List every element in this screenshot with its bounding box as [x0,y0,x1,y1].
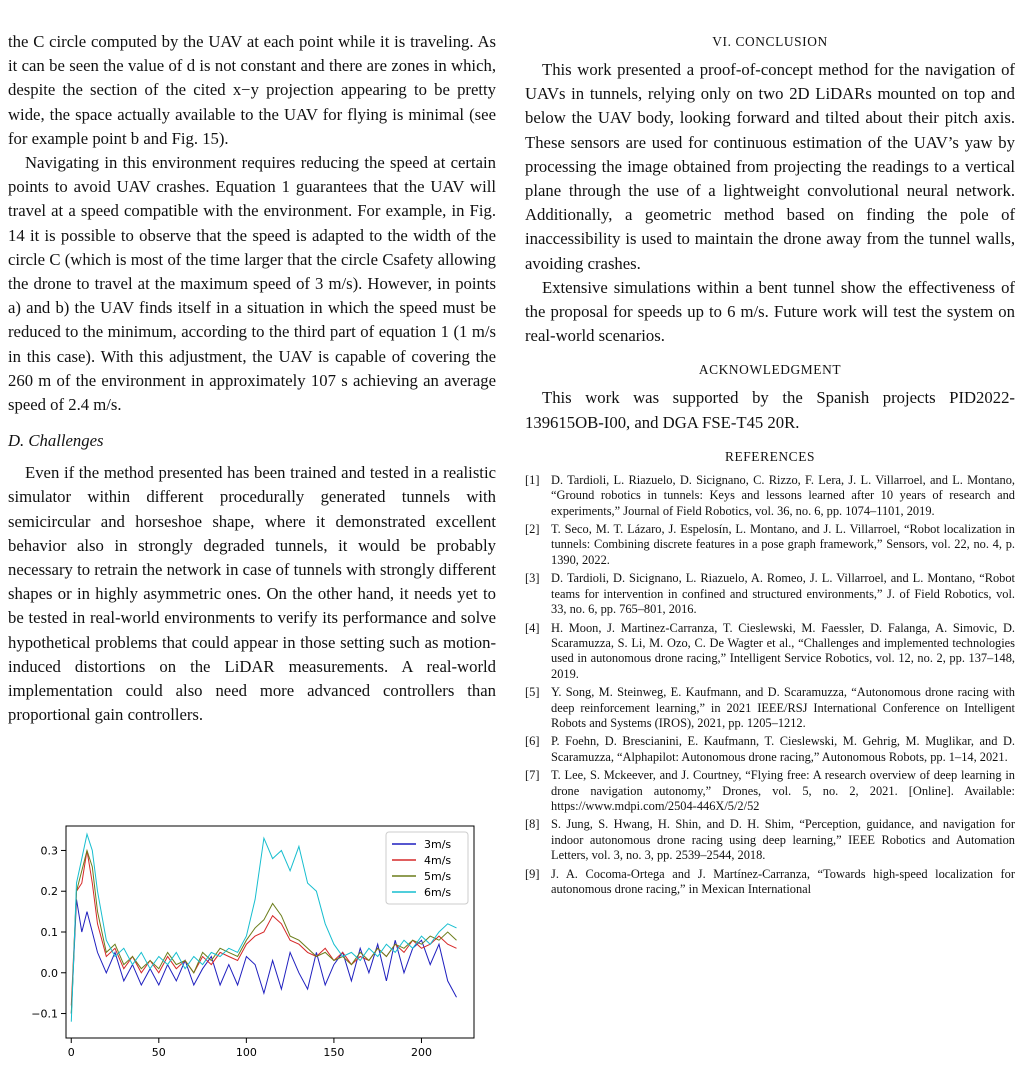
left-column [8,30,496,727]
legend-label: 3m/s [424,838,452,851]
legend-label: 5m/s [424,870,452,883]
reference-number: [4] [525,620,540,635]
reference-number: [2] [525,522,540,537]
y-tick-label: 0.2 [40,885,58,899]
x-tick-label: 150 [323,1046,345,1059]
reference-number: [5] [525,685,540,700]
references-list [525,473,1015,898]
reference-text: T. Seco, M. T. Lázaro, J. Espelosín, L. Montano, and J. L. Villarroel, “Robot localization in tunnels: Combining discrete features in a pose graph framework,” Sensors, vol. 22, no. 4, p. 1390, 2022. [551,522,1015,567]
reference-item [525,734,1015,765]
reference-text: P. Foehn, D. Brescianini, E. Kaufmann, T. Cieslewski, M. Gehrig, M. Muglikar, and D. Scaramuzza, “Alphapilot: Autonomous drone racing,” Autonomous Robots, pp. 1–14, 2021. [551,734,1015,764]
conclusion-paragraph-2: Extensive simulations within a bent tunnel show the effectiveness of the proposal for speeds up to 6 m/s. Future work will test the system on real-world scenarios. [525,277,1015,346]
x-tick-label: 200 [410,1046,432,1059]
reference-text: J. A. Cocoma-Ortega and J. Martínez-Carranza, “Towards high-speed localization for autonomous drone racing,” in Mexican International [551,866,1015,896]
subsection-heading: D. Challenges [8,431,104,451]
reference-item [525,571,1015,617]
reference-number: [9] [525,866,540,881]
legend-label: 6m/s [424,886,452,899]
reference-number: [7] [525,768,540,783]
acknowledgment-paragraph: This work was supported by the Spanish projects PID2022-139615OB-I00, and DGA FSE-T45 20R. [525,388,1015,432]
reference-item [525,685,1015,731]
reference-number: [1] [525,472,540,487]
reference-item [525,473,1015,519]
conclusion-heading: VI. CONCLUSION [712,34,828,49]
references-heading: REFERENCES [724,448,816,464]
reference-item [525,867,1015,898]
y-tick-label: −0.1 [31,1007,58,1021]
reference-text: S. Jung, S. Hwang, H. Shin, and D. H. Shim, “Perception, guidance, and navigation for indoor autonomous drone racing using deep learning,” IEEE Robotics and Automation Letters, vol. 3, no. 3, pp. 2539–2544, 2018. [551,817,1015,863]
reference-text: D. Tardioli, L. Riazuelo, D. Sicignano, C. Rizzo, F. Lera, J. L. Villarroel, and L. Montano, “Ground robotics in tunnels: Keys and lessons learned after 10 years of research and experiments,” Journal of Field Robotics, vol. 36, no. 6, pp. 1074–1101, 2019. [551,472,1015,518]
reference-number: [6] [525,734,540,749]
reference-number: [3] [525,571,540,586]
reference-item [525,768,1015,814]
paragraph-2: Navigating in this environment requires reducing the speed at certain points to avoid UAV crashes. Equation 1 guarantees that the UAV will travel at a speed compatible with the environment. For example, in Fig. 14 it is possible to observe that the speed is adapted to the width of the circle C (which is most of the time larger that the circle Csafety allowing the drone to travel at the maximum speed of 3 m/s). However, in points a) and b) the UAV finds itself in a situation in which the speed must be reduced to the minimum, according to the third part of equation 1 (1 m/s in this case). With this adjustment, the UAV is capable of covering the 260 m of the environment in approximately 107 s achieving an average speed of 2.4 m/s. [8,153,496,415]
reference-text: H. Moon, J. Martinez-Carranza, T. Cieslewski, M. Faessler, D. Falanga, A. Simovic, D. Scaramuzza, S. Li, M. Ozo, C. De Wagter et al., “Challenges and implemented technologies used in autonomous drone racing,” Intelligent Service Robotics, vol. 12, no. 2, pp. 137–148, 2019. [551,620,1015,681]
speed-line-chart [8,818,496,1083]
reference-item [525,621,1015,683]
conclusion-paragraph-1: This work presented a proof-of-concept method for the navigation of UAVs in tunnels, relying only on two 2D LiDARs mounted on top and below the UAV body, looking forward and tilted about their pitch axis. These sensors are used for continuous estimation of the UAV’s yaw by processing the image obtained from projecting the readings to a vertical plane through the use of a lightweight convolutional neural network. Additionally, a geometric method based on finding the pole of inaccessibility is used to maintain the drone away from the tunnel walls, avoiding crashes. [525,60,1015,273]
legend-label: 4m/s [424,854,452,867]
right-column [525,30,1015,900]
x-tick-label: 50 [151,1046,166,1059]
acknowledgment-heading: ACKNOWLEDGMENT [698,362,842,378]
reference-text: T. Lee, S. Mckeever, and J. Courtney, “Flying free: A research overview of deep learning in drone navigation autonomy,” Drones, vol. 5, no. 2, 2021. [Online]. Available: https://www.mdpi.com/2504-446X/5/2/52 [551,768,1015,813]
x-tick-label: 0 [67,1046,75,1059]
y-tick-label: 0.0 [40,966,58,980]
y-tick-label: 0.1 [40,926,58,939]
paragraph-1: the C circle computed by the UAV at each point while it is traveling. As it can be seen the value of d is not constant and there are zones in which, despite the section of the cited x−y projection appearing to be pretty wide, the space actually available to the UAV for flying is minimal (see for example point b and Fig. 15). [8,32,496,148]
reference-item [525,522,1015,568]
x-tick-label: 100 [235,1046,257,1059]
reference-text: Y. Song, M. Steinweg, E. Kaufmann, and D. Scaramuzza, “Autonomous drone racing with deep reinforcement learning,” in 2021 IEEE/RSJ International Conference on Intelligent Robots and Systems (IROS), 2021, pp. 1205–1212. [551,685,1015,730]
paragraph-3: Even if the method presented has been trained and tested in a realistic simulator within different procedurally generated tunnels with semicircular and horseshoe shape, where it demonstrated excellent behavior also in strongly degraded tunnels, it would be probably necessary to retrain the network in case of tunnels with strongly different shapes or in highly asymmetric ones. On the other hand, it needs yet to be tested in real-world environments to verify its performance and solve hypothetical problems that could appear in those setting such as motion-induced distortions on the LiDAR measurements. A real-world implementation could also need more advanced controllers than proportional gain controllers. [8,463,496,725]
reference-number: [8] [525,817,540,832]
reference-text: D. Tardioli, D. Sicignano, L. Riazuelo, A. Romeo, J. L. Villarroel, and L. Montano, “Robot teams for intervention in confined and structured environments,” J. of Field Robotics, vol. 33, no. 6, pp. 765–801, 2016. [551,571,1015,617]
y-tick-label: 0.3 [40,844,58,858]
reference-item [525,817,1015,863]
